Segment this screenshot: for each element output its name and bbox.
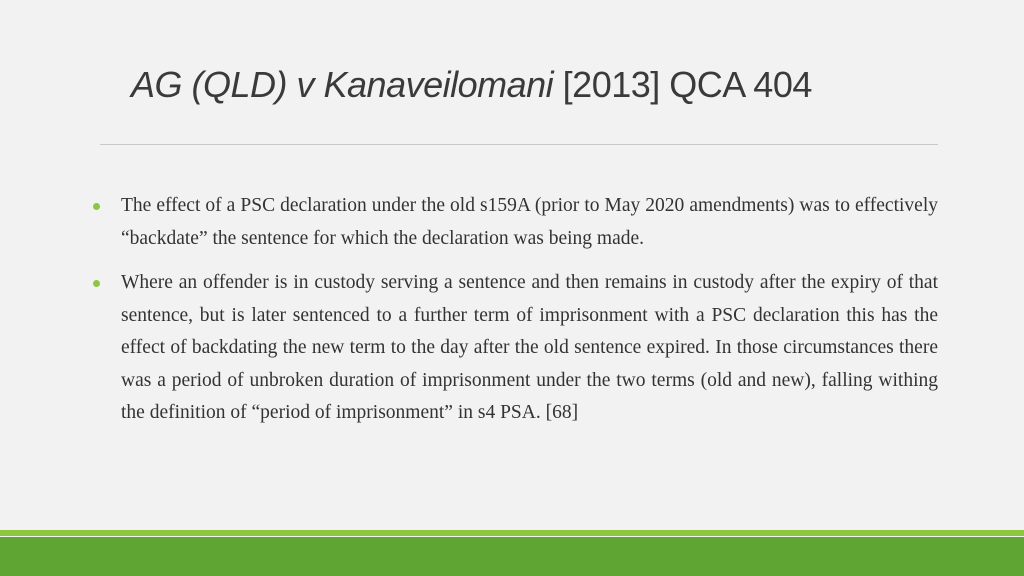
title-divider — [100, 144, 938, 145]
case-citation: [2013] QCA 404 — [553, 64, 812, 105]
bullet-text: The effect of a PSC declaration under the old s159A (prior to May 2020 amendments) was to effectively “backdate” the sentence for which the declaration was being made. — [121, 195, 938, 249]
slide-title — [131, 62, 812, 108]
bullet-item — [88, 190, 938, 255]
bullet-list — [88, 190, 938, 442]
bullet-dot-icon — [93, 280, 100, 287]
bullet-dot-icon — [93, 203, 100, 210]
footer-bar — [0, 537, 1024, 576]
bullet-text: Where an offender is in custody serving a sentence and then remains in custody after the expiry of that sentence, but is later sentenced to a further term of imprisonment with a PSC declaration this has the effect of backdating the new term to the day after the old sentence expired. In those circumstances there was a period of unbroken duration of imprisonment under the two terms (old and new), falling withing the definition of “period of imprisonment” in s4 PSA. [68] — [121, 272, 938, 423]
bullet-item — [88, 267, 938, 430]
footer-accent-line — [0, 530, 1024, 536]
case-name: AG (QLD) v Kanaveilomani — [131, 64, 554, 105]
